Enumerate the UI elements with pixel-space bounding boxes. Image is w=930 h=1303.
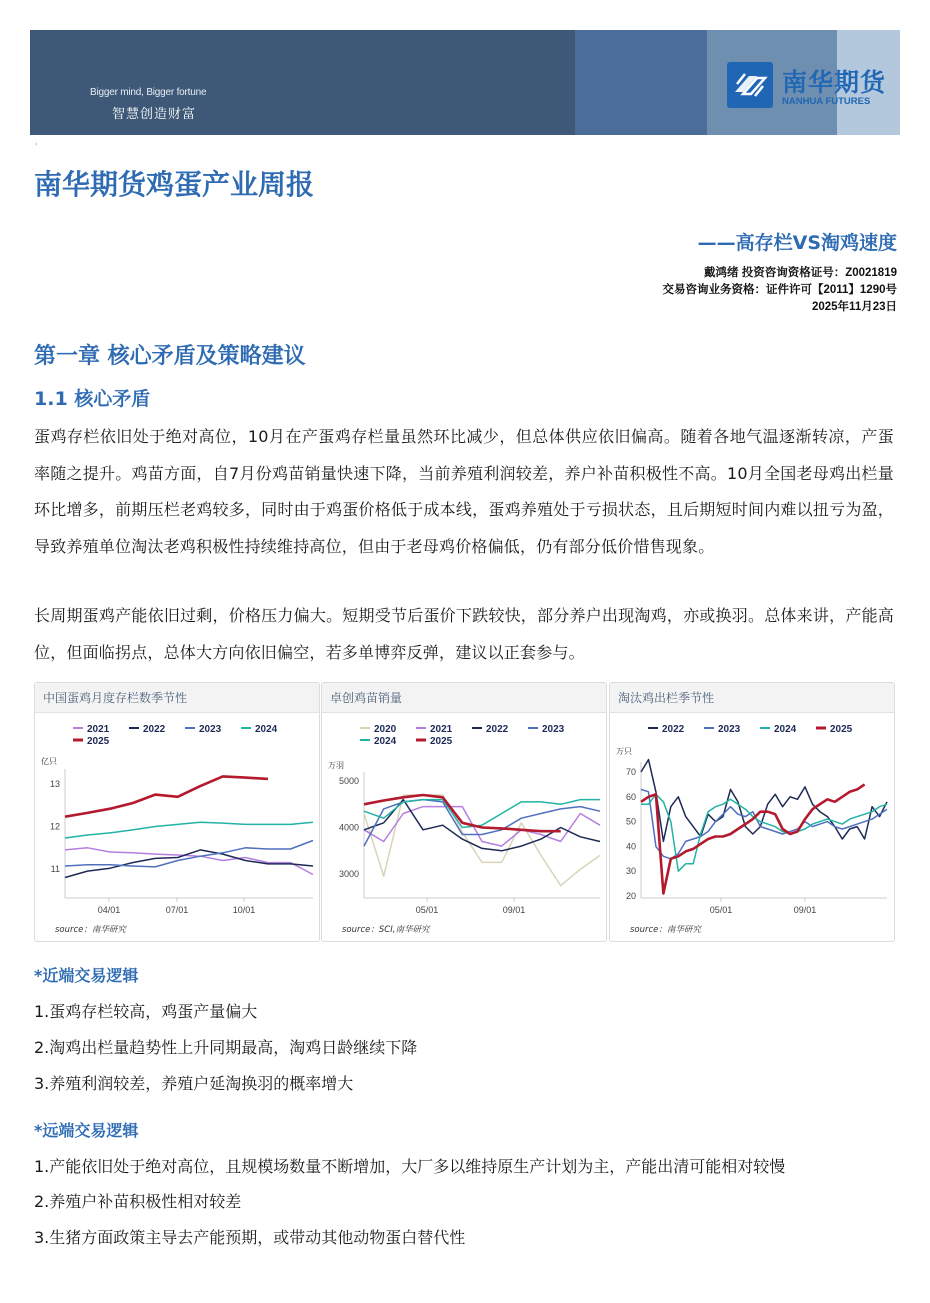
chart-title: 中国蛋鸡月度存栏数季节性: [35, 683, 319, 713]
svg-text:12: 12: [49, 821, 60, 832]
series-line-2025: [364, 795, 561, 831]
near-logic-item: 3.养殖利润较差，养殖户延淘换羽的概率增大: [34, 1074, 354, 1093]
y-axis-label: 万羽: [328, 761, 344, 770]
banner-band: [575, 30, 707, 135]
chart-title: 淘汰鸡出栏季节性: [610, 683, 894, 713]
logo-text-english: NANHUA FUTURES: [782, 96, 871, 107]
report-subtitle: ——高存栏VS淘鸡速度: [697, 232, 897, 254]
chart-card-culled-hens: [609, 682, 895, 942]
chart-legend: [648, 724, 853, 735]
svg-text:09/01: 09/01: [502, 905, 526, 915]
series-line-2024: [65, 822, 313, 838]
series-line-2023: [364, 800, 600, 847]
y-axis-label: 亿只: [41, 757, 57, 766]
author-line: 戴鸿绪 投资咨询资格证号：Z0021819: [704, 267, 897, 279]
svg-text:20: 20: [625, 891, 636, 901]
svg-text:2022: 2022: [662, 724, 685, 735]
near-logic-item: 2.淘鸡出栏量趋势性上升同期最高，淘鸡日龄继续下降: [34, 1038, 418, 1057]
chart-source: source：南华研究: [55, 925, 126, 935]
license-line: 交易咨询业务资格：证件许可【2011】1290号: [662, 284, 897, 296]
svg-text:2021: 2021: [430, 724, 453, 735]
svg-text:2021: 2021: [87, 724, 110, 735]
svg-text:09/01: 09/01: [793, 905, 817, 915]
svg-text:05/01: 05/01: [415, 905, 439, 915]
body-paragraph: 蛋鸡存栏依旧处于绝对高位，10月在产蛋鸡存栏量虽然环比减少，但总体供应依旧偏高。随着各地气温逐渐转凉，产蛋率随之提升。鸡苗方面，自7月份鸡苗销量快速下降，当前养殖利润较差，养户补苗积极性不高。10月全国老母鸡出栏量环比增多，前期压栏老鸡较多，同时由于鸡蛋价格低于成本线，蛋鸡养殖处于亏损状态，且后期短时间内难以扭亏为盈，导致养殖单位淘汰老鸡积极性持续维持高位，但由于老母鸡价格偏低，仍有部分低价惜售现象。: [34, 427, 894, 556]
near-logic-title: *近端交易逻辑: [34, 966, 139, 985]
svg-text:2025: 2025: [87, 736, 110, 747]
chart-card-layer-inventory: [34, 682, 320, 942]
series-line-2023: [641, 789, 887, 858]
svg-text:2024: 2024: [774, 724, 797, 735]
far-logic-title: *远端交易逻辑: [34, 1121, 139, 1140]
chart-legend: [360, 724, 565, 747]
svg-text:60: 60: [625, 791, 636, 802]
chart-card-chick-sales: [321, 682, 607, 942]
report-title: 南华期货鸡蛋产业周报: [34, 168, 315, 201]
near-logic-item: 1.蛋鸡存栏较高，鸡蛋产量偏大: [34, 1002, 258, 1021]
series-line-2024: [641, 794, 887, 871]
chart-source: source：南华研究: [630, 925, 701, 935]
chart-legend: [73, 724, 278, 747]
far-logic-item: 2.养殖户补苗积极性相对较差: [34, 1192, 242, 1211]
svg-text:2024: 2024: [374, 736, 397, 747]
svg-text:30: 30: [625, 866, 636, 877]
series-line-2021: [65, 848, 313, 875]
svg-text:2022: 2022: [143, 724, 166, 735]
header-banner: [30, 30, 900, 135]
slogan-chinese: 智慧创造财富: [112, 107, 197, 122]
svg-text:11: 11: [50, 864, 60, 874]
svg-text:04/01: 04/01: [97, 905, 121, 915]
slogan-english: Bigger mind, Bigger fortune: [90, 87, 207, 98]
svg-text:13: 13: [49, 779, 60, 789]
svg-text:2025: 2025: [430, 736, 453, 747]
series-line-2022: [641, 760, 887, 842]
body-paragraph: 长周期蛋鸡产能依旧过剩，价格压力偏大。短期受节后蛋价下跌较快，部分养户出现淘鸡，亦或换羽。总体来讲，产能高位，但面临拐点，总体大方向依旧偏空，若多单博弈反弹，建议以正套参与。: [34, 606, 894, 662]
chart-title: 卓创鸡苗销量: [322, 683, 606, 713]
svg-text:2022: 2022: [486, 724, 509, 735]
line-chart: [610, 714, 896, 942]
svg-text:2025: 2025: [830, 724, 853, 735]
svg-text:70: 70: [625, 767, 636, 777]
author-meta: [662, 265, 897, 316]
line-chart: [322, 714, 608, 942]
svg-text:5000: 5000: [338, 776, 359, 786]
svg-text:2023: 2023: [718, 724, 741, 735]
far-logic-item: 1.产能依旧处于绝对高位，且规模场数量不断增加，大厂多以维持原生产计划为主，产能出清可能相对较慢: [34, 1157, 786, 1176]
svg-text:2020: 2020: [374, 724, 397, 735]
svg-text:40: 40: [625, 841, 636, 852]
line-chart: [35, 714, 321, 942]
series-line-2022: [65, 850, 313, 878]
svg-text:2024: 2024: [255, 724, 278, 735]
y-axis-label: 万只: [616, 747, 632, 756]
svg-text:3000: 3000: [338, 869, 359, 879]
logo-text-chinese: 南华期货: [782, 68, 887, 97]
report-date: 2025年11月23日: [811, 301, 897, 313]
stray-dot: ·: [35, 140, 38, 149]
svg-text:2023: 2023: [542, 724, 565, 735]
far-logic-item: 3.生猪方面政策主导去产能预期，或带动其他动物蛋白替代性: [34, 1228, 466, 1247]
svg-text:07/01: 07/01: [165, 905, 189, 915]
series-line-2025: [65, 776, 268, 816]
nanhua-logo-icon: [727, 62, 773, 108]
svg-text:05/01: 05/01: [709, 905, 733, 915]
section-heading: 1.1 核心矛盾: [34, 388, 151, 410]
svg-text:4000: 4000: [338, 822, 359, 833]
svg-text:10/01: 10/01: [232, 905, 256, 915]
chapter-heading: 第一章 核心矛盾及策略建议: [34, 344, 306, 369]
svg-text:50: 50: [625, 816, 636, 827]
svg-text:2023: 2023: [199, 724, 222, 735]
chart-source: source：SCI,南华研究: [342, 925, 430, 935]
